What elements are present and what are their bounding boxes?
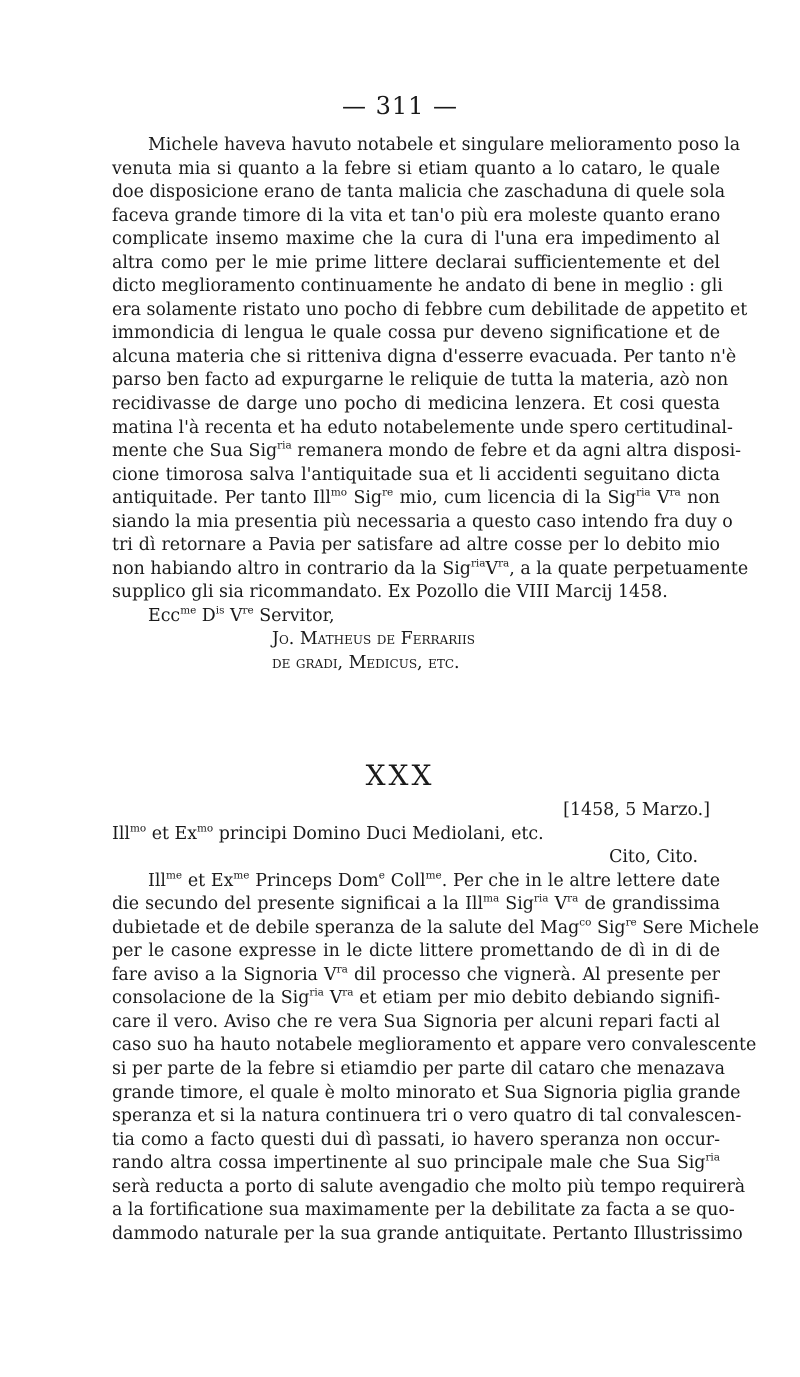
letter-1-body: [112, 134, 749, 676]
text-line: tia como a facto questi dui dì passati, io havero speranza non occur-: [112, 1129, 720, 1150]
letter-1-signature-title: [112, 652, 720, 676]
text-line: consolacione de la Sig$^{ria}$ $V^{ra}$ et etiam per mio debito debiando signifi-: [112, 987, 720, 1009]
text-line: alcuna materia che si ritteniva digna d'esserre evacuada. Per tanto n'è: [112, 346, 737, 367]
text-line: complicate insemo maxime che la cura di l'una era impedimento al: [112, 229, 720, 250]
text-line: parso ben facto ad expurgarne le reliquie de tutta la materia, azò non: [112, 370, 729, 391]
letter-1-closing: Ecc$^{me}$ $D^{is}$ Vre Servitor,: [148, 604, 335, 626]
text-line: faceva grande timore di la vita et tan'o più era moleste quanto erano: [112, 205, 721, 226]
text-line: matina l'à recenta et ha eduto notabelemente unde spero certitudinal-: [112, 417, 733, 438]
text-line: immondicia di lengua le quale cossa pur deveno significatione et de: [112, 323, 720, 344]
text-line: antiquitade. Per tanto Ill$^{mo}$ Sig$^{re}$ mio, cum licencia di la Sig$^{ria}$ $V^{ra}$ non: [112, 486, 721, 509]
text-line: fare aviso a la Signoria $V^{ra}$ dil processo che vignerà. Al presente per: [112, 963, 720, 985]
page-number: — 311 —: [341, 92, 459, 120]
text-line: dubietade et de debile speranza de la salute del Mag$^{co}$ Sig$^{re}$ Sere Michele: [112, 916, 760, 938]
text-line: Ill$^{me}$ et $Ex^{me}$ Princeps Dom$^e$ Coll$^{me}$. Per che in le altre lettere date: [148, 869, 720, 891]
text-line: si per parte de la febre si etiamdio per parte dil cataro che menazava: [112, 1059, 725, 1080]
text-line: non habiando altro in contrario da la $Sig^{ria}V^{ra}$, a la quate perpetuamente: [112, 557, 749, 579]
letter-2-numeral: XXX: [365, 759, 435, 792]
letter-1-signature: Jo. Matheus de Ferrariis: [272, 629, 475, 650]
text-line: Michele haveva havuto notabele et singulare melioramento poso la: [148, 135, 741, 155]
text-line: supplico gli sia ricommandato. Ex Pozollo die VIII Marcij 1458.: [112, 582, 668, 603]
text-line: rando altra cossa impertinente al suo principale male che Sua Sig$^{ria}$: [112, 1151, 720, 1174]
letter-1-paragraph: [112, 134, 749, 605]
text-line: caso suo ha hauto notabele meglioramento et appare vero convalescente: [112, 1035, 757, 1056]
text-line: care il vero. Aviso che re vera Sua Signoria per alcuni repari facti al: [112, 1011, 720, 1032]
text-line: dicto meglioramento continuamente he andato di bene in meglio : gli: [112, 276, 723, 297]
text-line: grande timore, el quale è molto minorato et Sua Signoria piglia grande: [112, 1082, 741, 1103]
text-line: altra como per le mie prime littere declarai sufficientemente et del: [112, 252, 720, 273]
text-line: cione timorosa salva l'antiquitade sua et li accidenti seguitano dicta: [112, 464, 720, 485]
letter-2-paragraph: [112, 869, 760, 1247]
letter-2-address: Ill$^{mo}$ et $Ex^{mo}$ principi Domino Duci Mediolani, etc.: [112, 822, 544, 844]
text-line: mente che Sua Sig$^{ria}$ remanera mondo de febre et da agni altra disposi-: [112, 439, 742, 462]
text-line: tri dì retornare a Pavia per satisfare ad altre cosse per lo debito mio: [112, 535, 720, 556]
text-line: serà reducta a porto di salute avengadio che molto più tempo requirerà: [112, 1176, 746, 1197]
letter-2-date: [1458, 5 Marzo.]: [563, 800, 710, 820]
letter-2-urgency: Cito, Cito.: [609, 847, 698, 868]
text-line: recidivasse de darge uno pocho di medicina lenzera. Et cosi questa: [112, 394, 720, 415]
letter-1-signature-title-text: de gradi, Medicus, etc.: [272, 653, 460, 674]
text-line: siando la mia presentia più necessaria a questo caso intendo fra duy o: [112, 511, 733, 532]
text-line: a la fortificatione sua maximamente per la debilitate za facta a se quo-: [112, 1200, 735, 1221]
text-line: per le casone expresse in le dicte littere promettando de dì in di de: [112, 941, 720, 962]
text-line: era solamente ristato uno pocho di febbre cum debilitade de appetito et: [112, 299, 748, 320]
letter-2-body: [112, 799, 760, 1246]
text-line: dammodo naturale per la sua grande antiquitate. Pertanto Illustrissimo: [112, 1223, 743, 1244]
text-line: doe disposicione erano de tanta malicia che zaschaduna di quele sola: [112, 182, 726, 203]
text-line: speranza et si la natura continuera tri o vero quatro di tal convalescen-: [112, 1106, 742, 1127]
text-line: die secundo del presente significai a la Ill$^{ma}$ Sig$^{ria}$ $V^{ra}$ de grandissima: [112, 892, 720, 915]
text-line: venuta mia si quanto a la febre si etiam quanto a lo cataro, le quale: [112, 158, 720, 179]
